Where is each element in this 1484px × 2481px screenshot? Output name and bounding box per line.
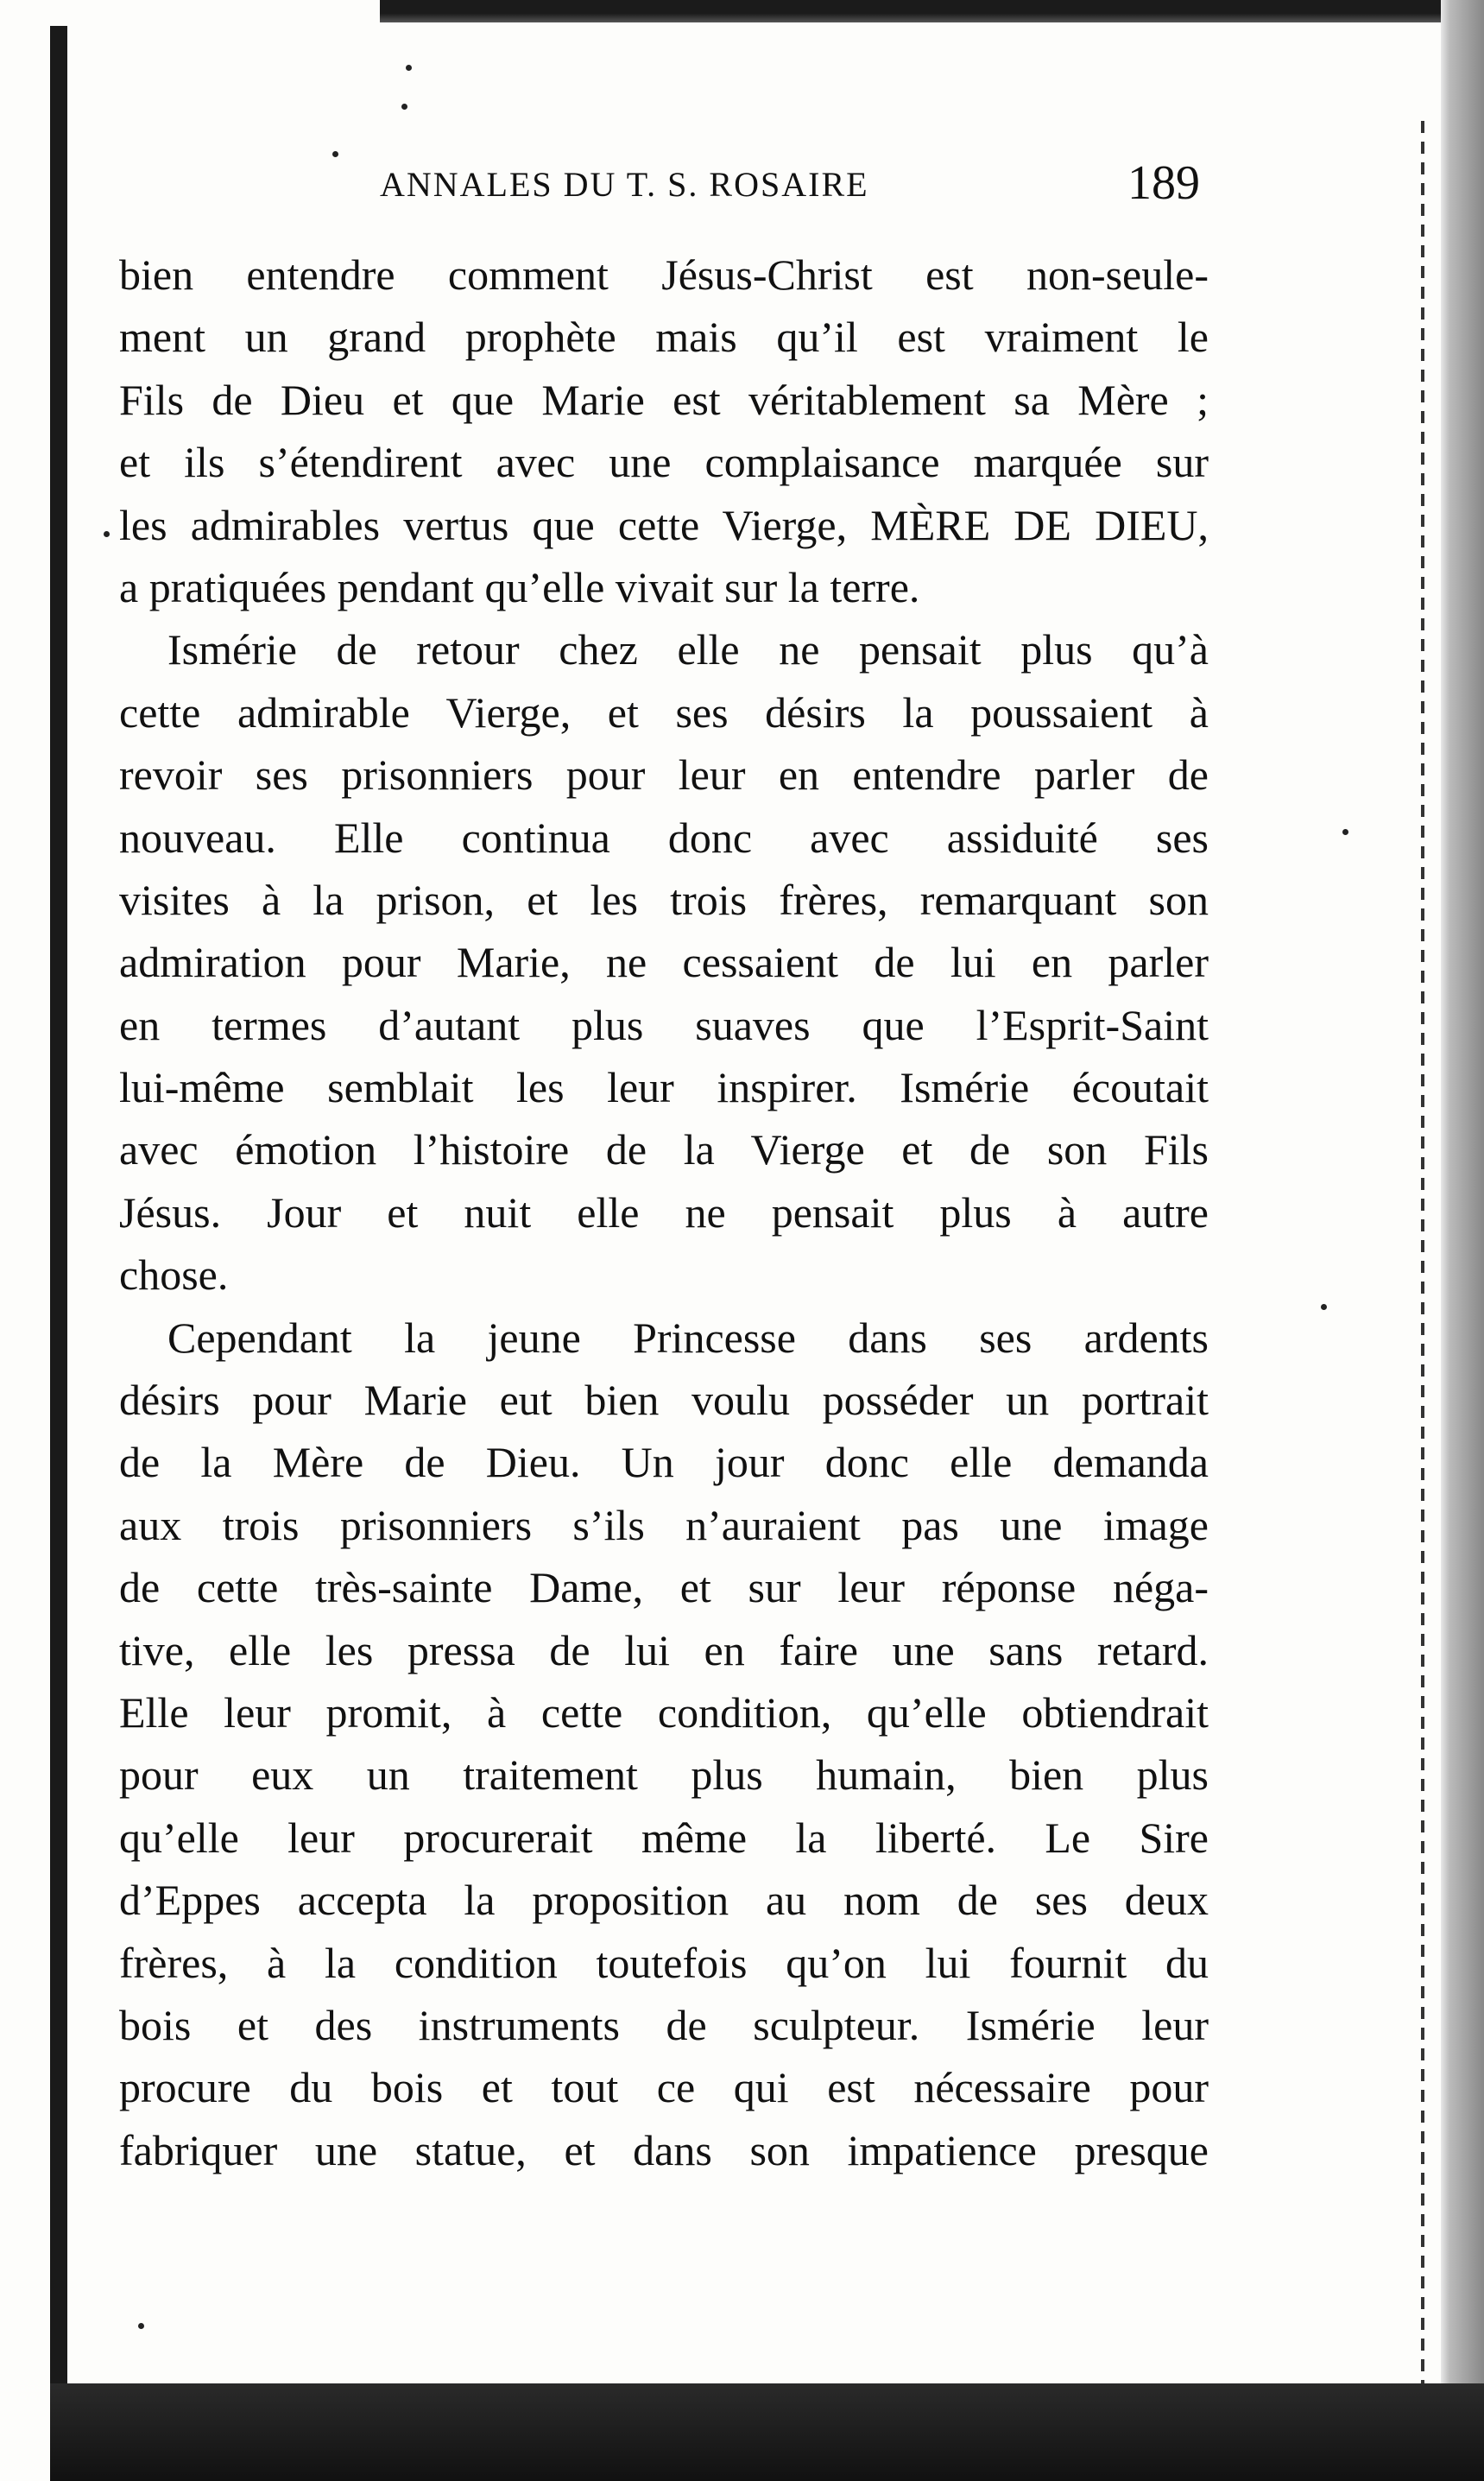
body-text bbox=[119, 244, 1209, 2181]
text-line: les admirables vertus que cette Vierge, MÈRE DE DIEU, bbox=[119, 500, 1209, 549]
scan-edge-bottom bbox=[50, 2383, 1484, 2481]
text-line: bois et des instruments de sculpteur. Ismérie leur bbox=[119, 2000, 1209, 2049]
running-title: ANNALES DU T. S. ROSAIRE bbox=[380, 165, 869, 204]
text-line: procure du bois et tout ce qui est nécessaire pour bbox=[119, 2063, 1209, 2112]
text-line: Ismérie de retour chez elle ne pensait plus qu’à bbox=[167, 625, 1209, 674]
scan-speck bbox=[406, 65, 412, 71]
page-header bbox=[380, 156, 1200, 216]
text-line: frères, à la condition toutefois qu’on lui fournit du bbox=[119, 1938, 1209, 1987]
text-line: bien entendre comment Jésus-Christ est non-seule- bbox=[119, 250, 1209, 299]
scan-edge-right bbox=[1441, 0, 1484, 2481]
text-line: admiration pour Marie, ne cessaient de lui en parler bbox=[119, 938, 1209, 987]
text-line: d’Eppes accepta la proposition au nom de ses deux bbox=[119, 1876, 1209, 1925]
scan-speck bbox=[1321, 1304, 1327, 1310]
text-line: ment un grand prophète mais qu’il est vraiment le bbox=[119, 313, 1209, 362]
text-line: Jésus. Jour et nuit elle ne pensait plus à autre bbox=[119, 1187, 1209, 1237]
text-line: en termes d’autant plus suaves que l’Esprit-Saint bbox=[119, 1000, 1209, 1049]
page-gutter-edge bbox=[1421, 121, 1424, 2435]
text-line: Fils de Dieu et que Marie est véritablement sa Mère ; bbox=[119, 375, 1209, 424]
text-line: lui-même semblait les leur inspirer. Ismérie écoutait bbox=[119, 1063, 1209, 1112]
text-line: a pratiquées pendant qu’elle vivait sur la terre. bbox=[119, 562, 920, 611]
scan-edge-top bbox=[380, 0, 1484, 22]
text-line: de la Mère de Dieu. Un jour donc elle demanda bbox=[119, 1438, 1209, 1487]
scan-speck bbox=[1342, 829, 1348, 835]
text-line: Cependant la jeune Princesse dans ses ardents bbox=[167, 1313, 1209, 1362]
page-number: 189 bbox=[1127, 156, 1200, 210]
scan-speck bbox=[104, 531, 110, 537]
scan-speck bbox=[332, 151, 338, 157]
scan-speck bbox=[401, 104, 407, 110]
text-line: de cette très-sainte Dame, et sur leur réponse néga- bbox=[119, 1563, 1209, 1612]
text-line: fabriquer une statue, et dans son impatience presque bbox=[119, 2125, 1209, 2174]
text-line: avec émotion l’histoire de la Vierge et de son Fils bbox=[119, 1125, 1209, 1174]
text-line: nouveau. Elle continua donc avec assiduité ses bbox=[119, 813, 1209, 862]
text-line: pour eux un traitement plus humain, bien plus bbox=[119, 1750, 1209, 1800]
text-line: chose. bbox=[119, 1250, 229, 1300]
text-line: désirs pour Marie eut bien voulu posséder un portrait bbox=[119, 1376, 1209, 1425]
text-line: aux trois prisonniers s’ils n’auraient pas une image bbox=[119, 1500, 1209, 1549]
text-line: qu’elle leur procurerait même la liberté. Le Sire bbox=[119, 1813, 1209, 1862]
text-line: visites à la prison, et les trois frères, remarquant son bbox=[119, 875, 1209, 924]
text-line: et ils s’étendirent avec une complaisance marquée sur bbox=[119, 438, 1209, 487]
scan-edge-left bbox=[50, 26, 67, 2392]
text-line: Elle leur promit, à cette condition, qu’elle obtiendrait bbox=[119, 1687, 1209, 1737]
text-line: tive, elle les pressa de lui en faire une sans retard. bbox=[119, 1625, 1209, 1674]
scan-speck bbox=[138, 2323, 144, 2329]
text-line: cette admirable Vierge, et ses désirs la poussaient à bbox=[119, 687, 1209, 737]
text-line: revoir ses prisonniers pour leur en entendre parler de bbox=[119, 750, 1209, 800]
